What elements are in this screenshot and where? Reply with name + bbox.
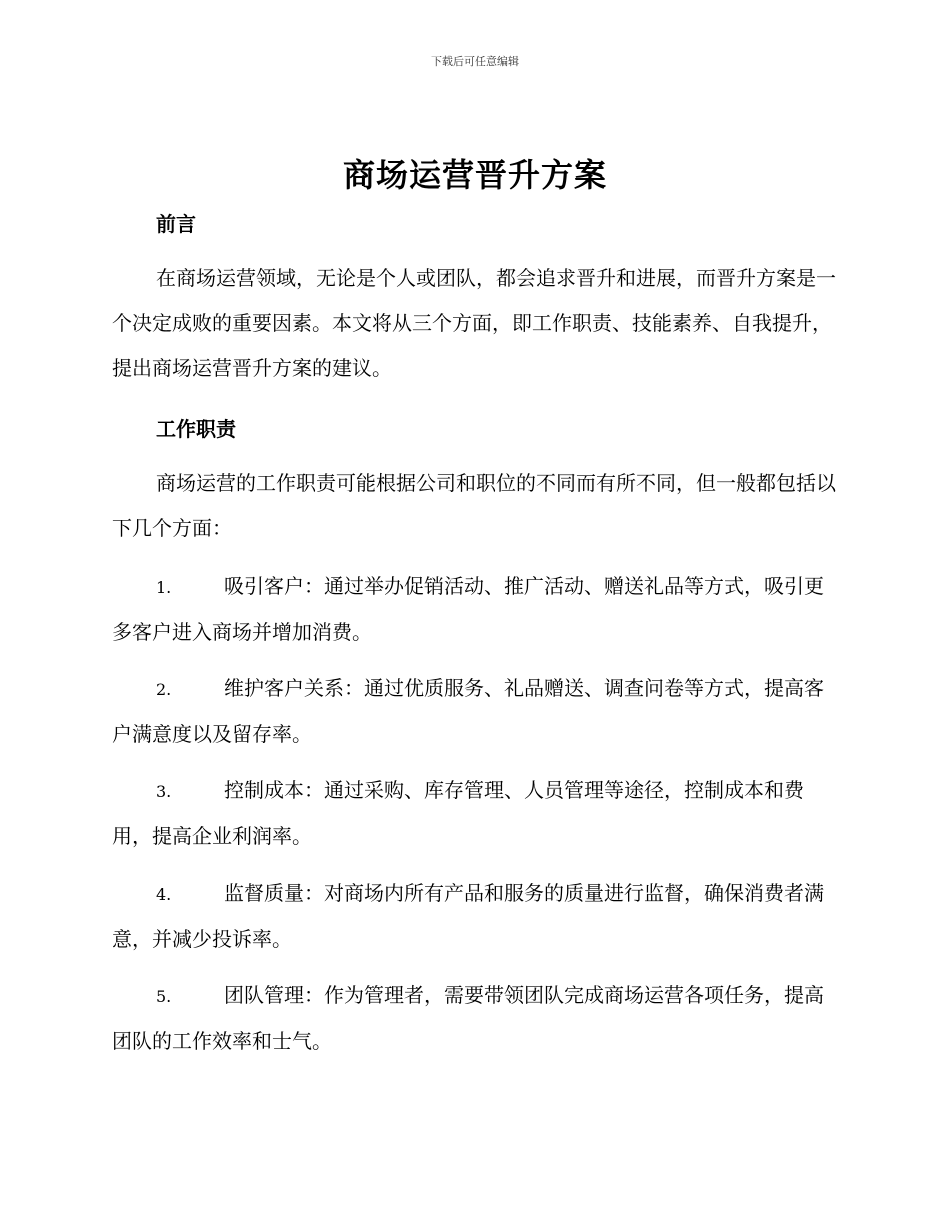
paragraph-duties: 商场运营的工作职责可能根据公司和职位的不同而有所不同，但一般都包括以下几个方面： — [112, 471, 836, 540]
list-item — [112, 768, 837, 859]
section-heading-preface: 前言 — [156, 212, 196, 236]
list-number: 2. — [156, 680, 172, 699]
list-item — [112, 666, 837, 757]
list-text: 监督质量：对商场内所有产品和服务的质量进行监督，确保消费者满意，并减少投诉率。 — [112, 881, 824, 951]
list-number: 5. — [156, 987, 172, 1006]
section-heading-duties: 工作职责 — [156, 417, 236, 441]
list-text: 维护客户关系：通过优质服务、礼品赠送、调查问卷等方式，提高客户满意度以及留存率。 — [112, 676, 824, 746]
list-number: 4. — [156, 885, 172, 904]
document-title: 商场运营晋升方案 — [342, 156, 607, 194]
paragraph-preface: 在商场运营领域，无论是个人或团队，都会追求晋升和进展，而晋升方案是一个决定成败的重要因素。本文将从三个方面，即工作职责、技能素养、自我提升，提出商场运营晋升方案的建议。 — [112, 266, 836, 380]
list-item — [112, 973, 837, 1064]
list-item — [112, 871, 837, 962]
list-item — [112, 564, 837, 655]
list-number: 1. — [156, 578, 172, 597]
list-text: 吸引客户：通过举办促销活动、推广活动、赠送礼品等方式，吸引更多客户进入商场并增加消费。 — [112, 574, 824, 644]
header-note: 下载后可任意编辑 — [431, 55, 519, 68]
list-text: 控制成本：通过采购、库存管理、人员管理等途径，控制成本和费用，提高企业利润率。 — [112, 778, 804, 848]
list-text: 团队管理：作为管理者，需要带领团队完成商场运营各项任务，提高团队的工作效率和士气。 — [112, 983, 824, 1053]
list-number: 3. — [156, 782, 172, 801]
